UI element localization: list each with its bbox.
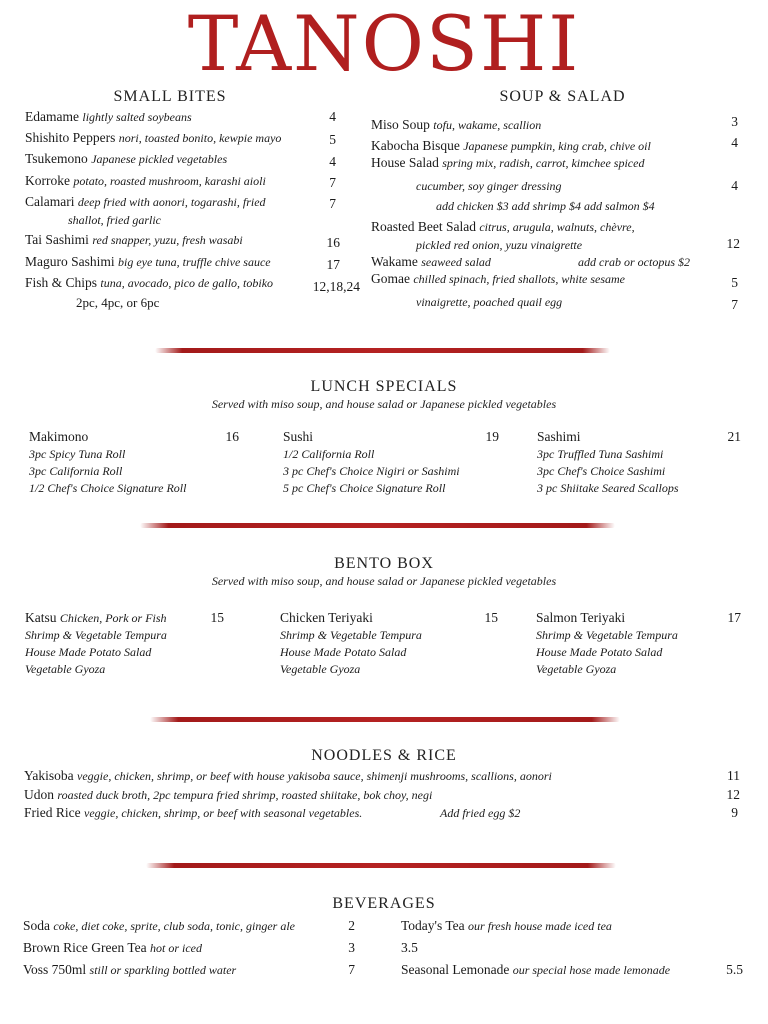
menu-item: Yakisoba veggie, chicken, shrimp, or beef with house yakisoba sauce, shimenji mushrooms, scallions, aonori — [24, 768, 552, 783]
included-item: Vegetable Gyoza — [536, 662, 617, 676]
menu-item: Kabocha Bisque Japanese pumpkin, king crab, chive oil — [371, 138, 651, 153]
item-price: 17 — [727, 610, 741, 625]
item-addons: add chicken $3 add shrimp $4 add salmon $4 — [436, 199, 655, 213]
item-price: 12 — [726, 236, 740, 251]
item-price: 7 — [348, 962, 355, 977]
included-item: Shrimp & Vegetable Tempura — [536, 628, 678, 642]
item-price: 3.5 — [401, 940, 418, 955]
included-item: 3pc California Roll — [29, 464, 123, 478]
item-desc-cont: vinaigrette, poached quail egg — [416, 295, 563, 309]
item-price: 12 — [726, 787, 740, 802]
item-price: 4 — [329, 109, 336, 124]
item-price: 11 — [727, 768, 740, 783]
noodles-rice-heading: NOODLES & RICE — [311, 747, 457, 764]
menu-item: Fish & Chips tuna, avocado, pico de gallo, tobiko — [25, 275, 274, 290]
item-price: 21 — [727, 429, 741, 444]
included-item: House Made Potato Salad — [280, 645, 407, 659]
menu-item: Maguro Sashimi big eye tuna, truffle chive sauce — [25, 254, 271, 269]
item-price: 15 — [210, 610, 224, 625]
included-item: 5 pc Chef's Choice Signature Roll — [283, 481, 446, 495]
included-item: 1/2 Chef's Choice Signature Roll — [29, 481, 187, 495]
item-name: Chicken Teriyaki — [280, 610, 373, 625]
included-item: House Made Potato Salad — [25, 645, 152, 659]
item-addons: Add fried egg $2 — [440, 806, 521, 820]
item-price: 16 — [326, 235, 340, 250]
menu-item: Tsukemono Japanese pickled vegetables — [25, 151, 228, 166]
included-item: Shrimp & Vegetable Tempura — [25, 628, 167, 642]
item-price: 5 — [329, 132, 336, 147]
included-item: 3 pc Shiitake Seared Scallops — [537, 481, 679, 495]
item-price: 5 — [731, 275, 738, 290]
bento-col-chicken-teriyaki — [280, 609, 498, 678]
menu-item: Soda coke, diet coke, sprite, club soda, tonic, ginger ale — [23, 918, 295, 933]
item-price: 12,18,24 — [312, 279, 360, 294]
soup-salad-heading: SOUP & SALAD — [499, 88, 626, 105]
menu-item: Wakame seaweed salad — [371, 254, 491, 269]
item-price: 2 — [348, 918, 355, 933]
menu-item: Roasted Beet Salad citrus, arugula, walnuts, chèvre, — [371, 219, 635, 234]
lunch-col-sushi — [283, 428, 499, 497]
item-price: 7 — [329, 196, 336, 211]
item-desc-cont: cucumber, soy ginger dressing — [416, 179, 562, 193]
menu-item: Brown Rice Green Tea hot or iced — [23, 940, 203, 955]
divider-stroke — [155, 348, 610, 353]
item-name: Salmon Teriyaki — [536, 610, 626, 625]
menu-item: Edamame lightly salted soybeans — [25, 109, 192, 124]
item-price: 19 — [485, 429, 499, 444]
item-price: 4 — [731, 135, 738, 150]
restaurant-title: TANOSHI — [187, 0, 581, 88]
item-price: 16 — [225, 429, 239, 444]
small-bites-heading: SMALL BITES — [113, 88, 227, 105]
divider-stroke — [146, 863, 616, 868]
item-desc-cont: shallot, fried garlic — [68, 213, 161, 227]
item-name: Sashimi — [537, 429, 581, 444]
included-item: Vegetable Gyoza — [25, 662, 106, 676]
included-item: 3pc Truffled Tuna Sashimi — [537, 447, 664, 461]
included-item: Shrimp & Vegetable Tempura — [280, 628, 422, 642]
menu-item: Korroke potato, roasted mushroom, karashi aioli — [25, 173, 266, 188]
divider-stroke — [150, 717, 620, 722]
included-item: 3pc Spicy Tuna Roll — [29, 447, 126, 461]
menu-item: Gomae chilled spinach, fried shallots, white sesame — [371, 271, 626, 286]
item-price: 5.5 — [726, 962, 743, 977]
item-name: Makimono — [29, 429, 89, 444]
item-name: Sushi — [283, 429, 314, 444]
item-price: 9 — [731, 805, 738, 820]
item-price: 7 — [329, 175, 336, 190]
menu-item: Shishito Peppers nori, toasted bonito, kewpie mayo — [25, 130, 282, 145]
item-price: 17 — [326, 257, 340, 272]
included-item: 3 pc Chef's Choice Nigiri or Sashimi — [283, 464, 460, 478]
menu-item: Fried Rice veggie, chicken, shrimp, or beef with seasonal vegetables. — [24, 805, 363, 820]
item-desc-cont: 2pc, 4pc, or 6pc — [76, 295, 160, 310]
menu-item: Udon roasted duck broth, 2pc tempura fried shrimp, roasted shiitake, bok choy, negi — [24, 787, 433, 802]
divider-stroke — [140, 523, 615, 528]
lunch-specials-subtitle: Served with miso soup, and house salad or Japanese pickled vegetables — [211, 397, 557, 411]
included-item: House Made Potato Salad — [536, 645, 663, 659]
menu-item: Seasonal Lemonade our special hose made lemonade — [401, 962, 671, 977]
bento-box-subtitle: Served with miso soup, and house salad or Japanese pickled vegetables — [211, 574, 557, 588]
item-price: 4 — [731, 178, 738, 193]
menu-item: Tai Sashimi red snapper, yuzu, fresh wasabi — [25, 232, 243, 247]
menu-item: Voss 750ml still or sparkling bottled water — [23, 962, 237, 977]
item-desc-cont: pickled red onion, yuzu vinaigrette — [416, 238, 583, 252]
menu-item: House Salad spring mix, radish, carrot, kimchee spiced — [371, 155, 645, 170]
menu-item: Calamari deep fried with aonori, togarashi, fried — [25, 194, 266, 209]
lunch-col-makimono — [29, 428, 239, 497]
item-price: 3 — [348, 940, 355, 955]
bento-col-katsu — [25, 609, 224, 678]
item-price: 3 — [731, 114, 738, 129]
lunch-specials-heading: LUNCH SPECIALS — [310, 378, 458, 395]
item-price: 7 — [731, 297, 738, 312]
item-options: Chicken, Pork or Fish — [59, 611, 167, 625]
bento-col-salmon-teriyaki — [536, 609, 741, 678]
lunch-col-sashimi — [537, 428, 741, 497]
included-item: Vegetable Gyoza — [280, 662, 361, 676]
item-name: Katsu — [25, 610, 57, 625]
included-item: 3pc Chef's Choice Sashimi — [537, 464, 666, 478]
beverages-heading: BEVERAGES — [332, 895, 436, 912]
bento-box-heading: BENTO BOX — [334, 555, 434, 572]
item-price: 4 — [329, 154, 336, 169]
item-price: 15 — [484, 610, 498, 625]
included-item: 1/2 California Roll — [283, 447, 375, 461]
item-addons: add crab or octopus $2 — [578, 255, 690, 269]
menu-item: Today's Tea our fresh house made iced tea — [401, 918, 612, 933]
menu-item: Miso Soup tofu, wakame, scallion — [371, 117, 542, 132]
